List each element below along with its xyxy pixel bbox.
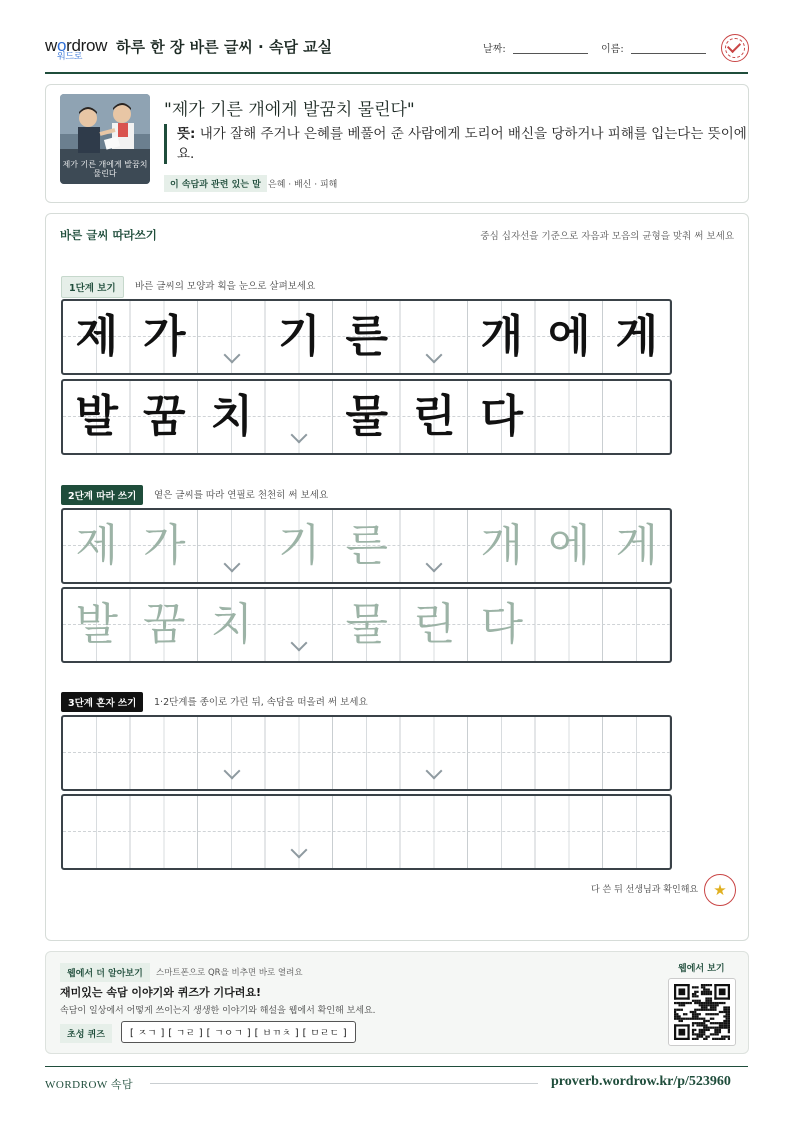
trace-character: 른 [345, 520, 388, 571]
trace-character: 에 [547, 520, 591, 571]
trace-character: 게 [615, 520, 658, 571]
step2-tag: 2단계 따라 쓰기 [61, 485, 143, 505]
proverb-card [45, 84, 749, 203]
model-character: 물 [345, 391, 388, 442]
trace-character: 린 [412, 599, 456, 650]
model-character: 제 [75, 311, 118, 362]
step1-tag: 1단계 보기 [61, 276, 124, 298]
step1-grid-row2 [61, 379, 672, 455]
model-character: 개 [480, 311, 523, 362]
model-character: 기 [277, 311, 321, 362]
space-marker-icon [291, 842, 308, 859]
step3-tag: 3단계 혼자 쓰기 [61, 692, 143, 712]
step2-hint: 옅은 글씨를 따라 연필로 천천히 써 보세요 [154, 490, 329, 501]
model-character: 가 [142, 311, 186, 362]
wordrow-logo[interactable] [45, 36, 108, 61]
model-character: 게 [615, 311, 658, 362]
trace-character: 발 [75, 599, 118, 650]
section-hint: 중심 십자선을 기준으로 자음과 모음의 균형을 맞춰 써 보세요 [480, 231, 734, 242]
trace-character: 가 [142, 520, 186, 571]
trace-character: 물 [345, 599, 388, 650]
step1-hint: 바른 글씨의 모양과 획을 눈으로 살펴보세요 [135, 281, 316, 292]
model-character: 발 [75, 391, 118, 442]
check-note: 다 쓴 뒤 선생님과 확인해요 [591, 885, 699, 895]
practice-section [45, 213, 749, 941]
approval-stamp-icon [721, 34, 749, 62]
quiz-label: 초성 퀴즈 [60, 1024, 112, 1043]
name-label: 이름: [601, 44, 624, 55]
trace-character: 치 [210, 599, 253, 650]
date-label: 날짜: [483, 44, 506, 55]
chosung-quiz: [ ㅈㄱ ] [ ㄱㄹ ] [ ㄱㅇㄱ ] [ ㅂㄲㅊ ] [ ㅁㄹㄷ ] [121, 1021, 356, 1043]
footer-rule [150, 1083, 538, 1084]
trace-character: 다 [480, 599, 523, 650]
step3-grid-row1[interactable] [61, 715, 672, 791]
date-field[interactable] [513, 53, 588, 54]
footer-brand: WORDROW 속담 [45, 1079, 134, 1091]
trace-character: 제 [75, 520, 118, 571]
web-description: 속담이 일상에서 어떻게 쓰이는지 생생한 이야기와 해설을 웹에서 확인해 보세요. [60, 1006, 376, 1016]
proverb-illustration [60, 94, 150, 184]
web-promo-box [45, 951, 749, 1054]
trace-character: 기 [277, 520, 321, 571]
proverb-title: "제가 기른 개에게 발꿈치 물린다" [164, 100, 415, 120]
footer-divider [45, 1066, 748, 1067]
name-field[interactable] [631, 53, 706, 54]
step1-grid-row1 [61, 299, 672, 375]
space-marker-icon [426, 556, 443, 573]
star-stamp-icon: ★ [704, 874, 736, 906]
space-marker-icon [291, 427, 308, 444]
model-character: 다 [480, 391, 523, 442]
logo-text: w [45, 36, 57, 55]
step2-grid-row1[interactable] [61, 508, 672, 584]
meaning-text: 내가 잘해 주거나 은혜를 베풀어 준 사람에게 도리어 배신을 당하거나 피해를 입는다는 뜻이에요. [177, 126, 747, 162]
model-character: 린 [412, 391, 456, 442]
worksheet-title: 하루 한 장 바른 글씨 · 속담 교실 [116, 38, 333, 56]
trace-character: 개 [480, 520, 523, 571]
model-character: 른 [345, 311, 388, 362]
illustration-caption: 제가 기른 개에게 발꿈치 물린다 [62, 160, 148, 178]
space-marker-icon [223, 347, 240, 364]
space-marker-icon [291, 635, 308, 652]
trace-character: 꿈 [142, 599, 186, 650]
qr-code-icon[interactable] [668, 978, 736, 1046]
proverb-meaning [164, 124, 747, 164]
model-character: 치 [210, 391, 253, 442]
related-words: 은혜 · 배신 · 피해 [268, 180, 338, 190]
related-label: 이 속담과 관련 있는 말 [164, 175, 267, 192]
step3-hint: 1·2단계를 종이로 가린 뒤, 속담을 떠올려 써 보세요 [154, 697, 368, 708]
space-marker-icon [426, 763, 443, 780]
section-title: 바른 글씨 따라쓰기 [60, 228, 157, 242]
model-character: 에 [547, 311, 591, 362]
page-header [45, 28, 748, 74]
space-marker-icon [223, 763, 240, 780]
footer-url[interactable]: proverb.wordrow.kr/p/523960 [551, 1074, 731, 1089]
meaning-label: 뜻: [177, 126, 196, 142]
web-subtitle: 스마트폰으로 QR을 비추면 바로 열려요 [156, 968, 303, 978]
web-tag: 웹에서 더 알아보기 [60, 963, 150, 982]
logo-korean: 워드로 [57, 51, 83, 61]
logo-text-rest: rdrow [66, 36, 108, 55]
space-marker-icon [426, 347, 443, 364]
web-title: 재미있는 속담 이야기와 퀴즈가 기다려요! [60, 986, 261, 999]
space-marker-icon [223, 556, 240, 573]
qr-label: 웹에서 보기 [678, 964, 725, 974]
step3-grid-row2[interactable] [61, 794, 672, 870]
step2-grid-row2[interactable] [61, 587, 672, 663]
logo-text-o: o [56, 36, 67, 55]
model-character: 꿈 [142, 391, 186, 442]
